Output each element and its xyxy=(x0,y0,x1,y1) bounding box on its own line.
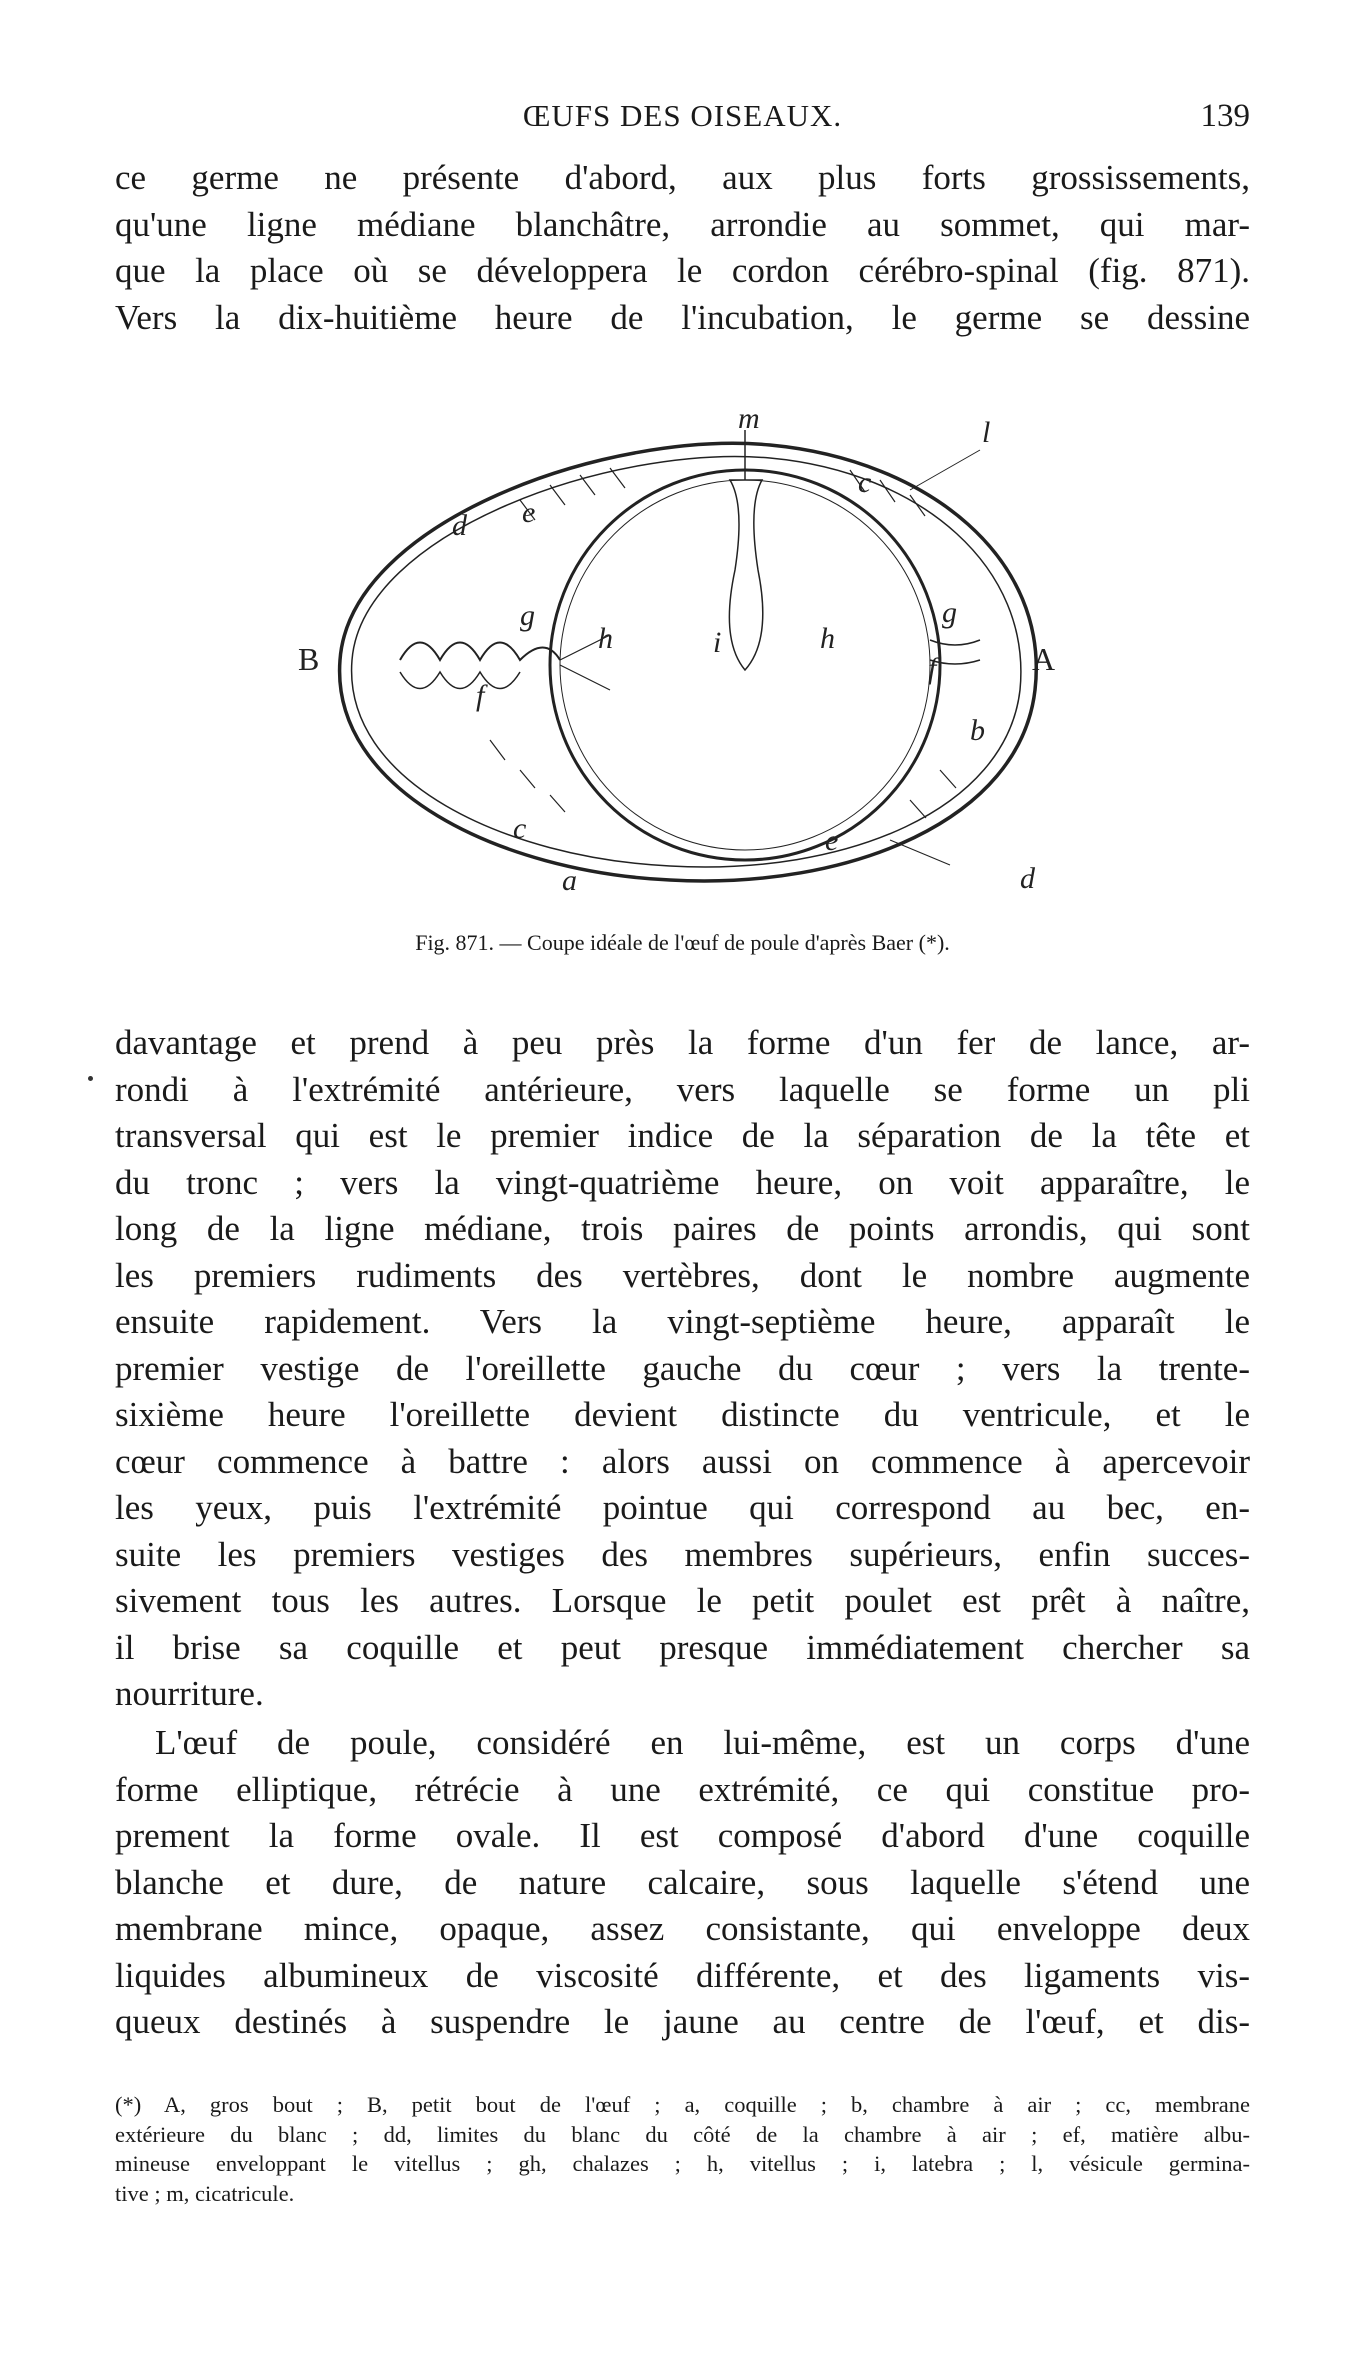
label-f-right: f xyxy=(928,652,937,685)
text-line: transversal qui est le premier indice de la séparation de la tête et xyxy=(115,1116,1250,1155)
label-f-left: f xyxy=(476,679,485,712)
text-line: que la place où se développera le cordon cérébro-spinal (fig. 871). xyxy=(115,251,1250,290)
label-h-left: h xyxy=(598,622,613,655)
text-line: cœur commence à battre : alors aussi on commence à apercevoir xyxy=(115,1441,1250,1481)
label-h-right: h xyxy=(820,622,835,655)
footnote-line: extérieure du blanc ; dd, limites du blanc du côté de la chambre à air ; ef, matière albu- xyxy=(115,2121,1250,2147)
text-line: qu'une ligne médiane blanchâtre, arrondie au sommet, qui mar- xyxy=(115,204,1250,244)
figure-caption: Fig. 871. — Coupe idéale de l'œuf de poule d'après Baer (*). xyxy=(415,930,950,955)
text-line: rondi à l'extrémité antérieure, vers laquelle se forme un pli xyxy=(115,1069,1250,1109)
text-line: ce germe ne présente d'abord, aux plus forts grossissements, xyxy=(115,158,1250,197)
label-d-top: d xyxy=(452,509,467,542)
label-c-top: c xyxy=(858,466,872,499)
egg-section-figure xyxy=(290,410,1070,900)
label-g-left: g xyxy=(520,599,535,632)
text-line: membrane mince, opaque, assez consistante, qui enveloppe deux xyxy=(115,1909,1250,1948)
print-mark xyxy=(88,1076,93,1081)
yolk-inner xyxy=(560,480,930,850)
text-line: il brise sa coquille et peut presque immédiatement chercher sa xyxy=(115,1627,1250,1667)
label-l: l xyxy=(982,416,991,449)
label-e-top: e xyxy=(522,496,536,529)
text-line: queux destinés à suspendre le jaune au centre de l'œuf, et dis- xyxy=(115,2002,1250,2041)
text-line: liquides albumineux de viscosité différente, et des ligaments vis- xyxy=(115,1955,1250,1995)
text-line: L'œuf de poule, considéré en lui-même, est un corps d'une xyxy=(155,1723,1250,1762)
page-number: 139 xyxy=(1200,98,1250,134)
paragraph-3 xyxy=(115,1720,1250,2046)
text-line: prement la forme ovale. Il est composé d'abord d'une coquille xyxy=(115,1816,1250,1855)
footnote-line: tive ; m, cicatricule. xyxy=(115,2180,295,2206)
text-line: nourriture. xyxy=(115,1674,264,1713)
text-line: ensuite rapidement. Vers la vingt-septième heure, apparaît le xyxy=(115,1302,1250,1341)
text-line: long de la ligne médiane, trois paires de points arrondis, qui sont xyxy=(115,1209,1250,1248)
latebra xyxy=(729,480,762,670)
label-d-bottom: d xyxy=(1020,862,1035,895)
text-line: sixième heure l'oreillette devient distincte du ventricule, et le xyxy=(115,1395,1250,1434)
label-b: b xyxy=(970,714,985,747)
text-line: suite les premiers vestiges des membres supérieurs, enfin succes- xyxy=(115,1534,1250,1574)
albumen-hatch xyxy=(490,468,956,818)
label-g-right: g xyxy=(942,596,957,629)
label-B: B xyxy=(298,641,320,677)
label-A: A xyxy=(1032,641,1056,677)
text-line: forme elliptique, rétrécie à une extrémité, ce qui constitue pro- xyxy=(115,1769,1250,1809)
text-line: premier vestige de l'oreillette gauche du cœur ; vers la trente- xyxy=(115,1348,1250,1388)
running-title: ŒUFS DES OISEAUX. xyxy=(522,98,843,133)
yolk-outline xyxy=(550,470,940,860)
label-m: m xyxy=(738,410,760,435)
footnote xyxy=(115,2090,1250,2208)
text-line: sivement tous les autres. Lorsque le petit poulet est prêt à naître, xyxy=(115,1581,1250,1620)
text-line: blanche et dure, de nature calcaire, sous laquelle s'étend une xyxy=(115,1862,1250,1902)
chalaza-left xyxy=(400,643,560,661)
label-a: a xyxy=(562,864,577,897)
text-line: les yeux, puis l'extrémité pointue qui correspond au bec, en- xyxy=(115,1488,1250,1527)
label-e-bottom: e xyxy=(825,824,839,857)
text-line: Vers la dix-huitième heure de l'incubation, le germe se dessine xyxy=(115,297,1250,337)
page-header xyxy=(115,98,1250,142)
footnote-line: mineuse enveloppant le vitellus ; gh, chalazes ; h, vitellus ; i, latebra ; l, vésicule germina- xyxy=(115,2151,1250,2176)
footnote-line: (*) A, gros bout ; B, petit bout de l'œuf ; a, coquille ; b, chambre à air ; cc, membrane xyxy=(115,2092,1250,2117)
text-line: les premiers rudiments des vertèbres, dont le nombre augmente xyxy=(115,1255,1250,1295)
label-c-bottom: c xyxy=(513,812,527,845)
label-i: i xyxy=(713,626,722,659)
paragraph-2 xyxy=(115,1020,1250,1718)
paragraph-1 xyxy=(115,155,1250,341)
text-line: davantage et prend à peu près la forme d'un fer de lance, ar- xyxy=(115,1023,1250,1062)
text-line: du tronc ; vers la vingt-quatrième heure, on voit apparaître, le xyxy=(115,1162,1250,1202)
